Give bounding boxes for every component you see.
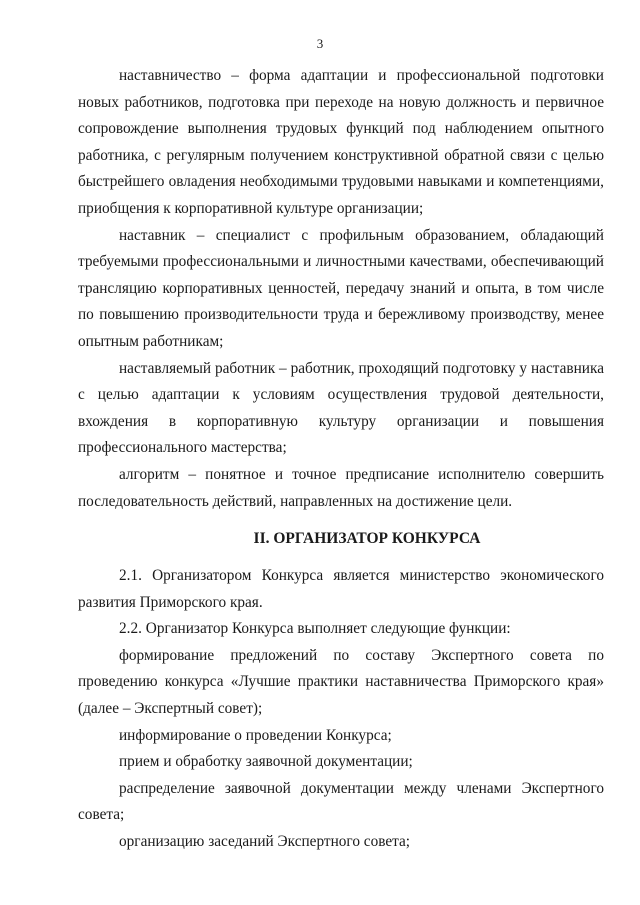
function-receiving: прием и обработку заявочной документации; [119,753,413,771]
clause-2-2: 2.2. Организатор Конкурса выполняет следующие функции: [119,620,511,638]
definition-mentor: наставник – специалист с профильным образованием, обладающий требуемыми профессиональными и личностными качествами, обеспечивающий трансляцию корпоративных ценностей, передачу знаний и опыта, в том числе по повышению производительности труда и бережливому производству, менее опытным работникам; [78,226,604,350]
function-distribution: распределение заявочной документации между членами Экспертного совета; [78,779,604,824]
definition-mentee: наставляемый работник – работник, проходящий подготовку у наставника с целью адаптации к условиям осуществления трудовой деятельности, вхождения в корпоративную культуру организации и повышения профессионального мастерства; [78,359,604,457]
clause-2-1: 2.1. Организатором Конкурса является министерство экономического развития Приморского края. [78,567,604,611]
function-meetings: организацию заседаний Экспертного совета; [119,833,411,851]
section-heading: II. ОРГАНИЗАТОР КОНКУРСА [253,530,481,548]
definition-mentoring: наставничество – форма адаптации и профессиональной подготовки новых работников, подготовка при переходе на новую должность и первичное сопровождение выполнения трудовых функций под наблюдением опытного работника, с регулярным получением конструктивной обратной связи с целью быстрейшего овладения необходимыми трудовыми навыками и компетенциями, приобщения к корпоративной культуре организации; [78,67,604,217]
page-number: 3 [316,36,324,51]
function-expert-council: формирование предложений по составу Экспертного совета по проведению конкурса «Лучшие практики наставничества Приморского края» (далее – Экспертный совет); [78,646,604,718]
function-informing: информирование о проведении Конкурса; [119,726,392,744]
document-body [78,63,604,856]
definition-algorithm: алгоритм – понятное и точное предписание исполнителю совершить последовательность действий, направленных на достижение цели. [78,465,604,510]
